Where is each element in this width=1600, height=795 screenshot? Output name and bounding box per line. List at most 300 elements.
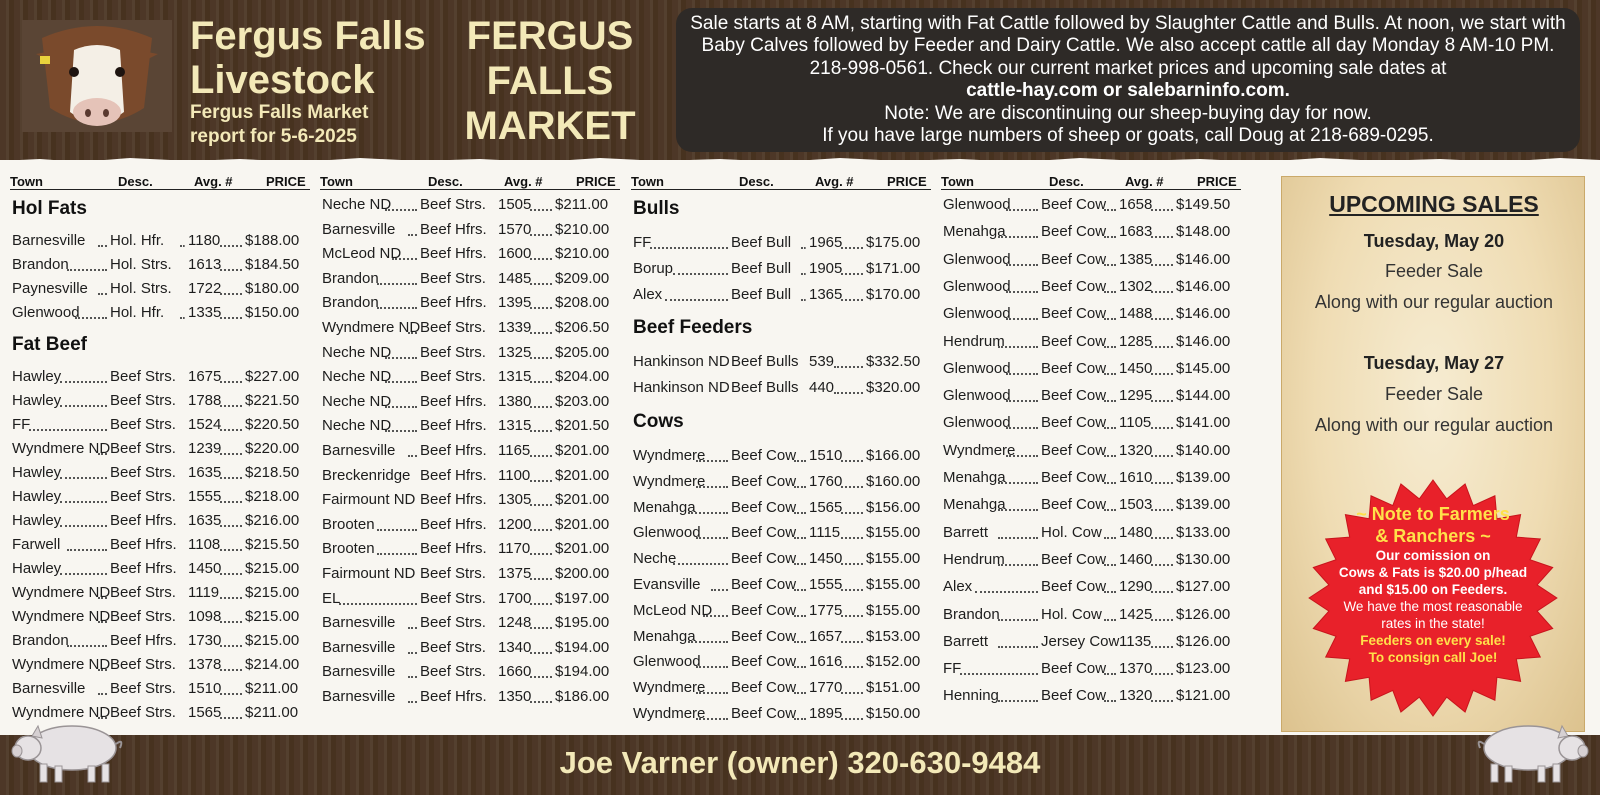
section-heading: Cows (633, 411, 684, 432)
cell-avg: 1395 (498, 294, 532, 312)
cell-avg: 1378 (188, 656, 222, 673)
report-subtitle-line2: report for 5-6-2025 (190, 126, 357, 147)
cell-desc: Beef Cow (731, 627, 797, 645)
cell-town: Alex (943, 578, 973, 596)
dot-leader (696, 692, 728, 694)
dot-leader (1151, 291, 1173, 293)
cell-desc: Beef Strs. (110, 584, 176, 601)
dot-leader (530, 603, 552, 605)
cell-avg: 1290 (1119, 578, 1153, 596)
cell-town: Wyndmere ND (12, 704, 111, 721)
cell-desc: Beef Strs. (420, 565, 486, 582)
cell-desc: Beef Strs. (110, 656, 176, 673)
header-town: Town (10, 174, 43, 189)
dot-leader (841, 589, 863, 591)
column-header (320, 172, 620, 190)
cell-desc: Beef Hfrs. (420, 540, 487, 558)
cell-desc: Beef Strs. (110, 680, 176, 697)
brand-title-line2: Livestock (190, 58, 375, 102)
dot-leader (794, 537, 806, 539)
dot-leader (530, 455, 552, 457)
price-column-2 (320, 172, 620, 705)
dot-leader (530, 332, 552, 334)
header-town: Town (320, 174, 353, 189)
cell-town: Wyndmere ND (12, 584, 111, 601)
column-header (631, 172, 931, 190)
dot-leader (1006, 264, 1038, 266)
cell-desc: Beef Cow (1041, 469, 1107, 486)
cell-town: Hawley (12, 392, 62, 409)
section-heading: Fat Beef (12, 334, 87, 355)
cell-desc: Beef Cow (731, 705, 797, 722)
cell-desc: Beef Hfrs. (420, 688, 487, 705)
cell-avg: 1450 (188, 560, 222, 577)
dot-leader (385, 357, 417, 359)
cell-avg: 1180 (188, 232, 221, 249)
dot-leader (408, 455, 417, 457)
header-desc: Desc. (118, 174, 153, 189)
sale-date: Tuesday, May 27 (1363, 353, 1505, 373)
price-row (941, 442, 1241, 464)
dot-leader (1151, 236, 1173, 238)
cell-desc: Beef Bull (731, 285, 792, 303)
pig-icon (10, 714, 130, 786)
price-row (10, 304, 310, 326)
cell-price: $146.00 (1176, 332, 1231, 350)
header-banner (0, 0, 1600, 160)
note-title: & Ranchers ~ (1375, 526, 1491, 546)
dot-leader (220, 453, 242, 455)
dot-leader (98, 453, 107, 455)
price-row (320, 270, 620, 292)
dot-leader (998, 346, 1038, 348)
dot-leader (385, 430, 417, 432)
cell-town: Hawley (12, 488, 62, 505)
cell-town: Neche ND (322, 417, 392, 435)
dot-leader (998, 482, 1038, 484)
cell-avg: 1380 (498, 392, 532, 410)
dot-leader (530, 529, 552, 531)
cell-avg: 1788 (188, 392, 222, 409)
cell-price: $188.00 (245, 232, 300, 249)
dot-leader (220, 525, 242, 527)
dot-leader (1151, 646, 1173, 648)
market-heading-line2: FALLS (486, 59, 614, 103)
cell-price: $195.00 (555, 614, 610, 632)
price-row (631, 602, 931, 624)
cell-price: $149.50 (1176, 196, 1231, 213)
cell-avg: 1965 (809, 234, 843, 251)
cell-price: $211.00 (555, 196, 609, 213)
cell-avg: 1450 (1119, 359, 1153, 377)
price-column-4 (941, 172, 1241, 705)
dot-leader (1006, 373, 1038, 375)
cell-desc: Beef Strs. (110, 392, 176, 409)
cell-price: $126.00 (1176, 605, 1231, 623)
cell-town: Alex (633, 285, 663, 303)
cell-desc: Beef Strs. (420, 269, 486, 287)
cell-desc: Beef Bulls (731, 353, 799, 371)
dot-leader (1006, 209, 1038, 211)
cell-town: McLeod ND (322, 245, 402, 263)
cell-desc: Beef Cow (1041, 305, 1107, 323)
price-row (10, 256, 310, 278)
cell-avg: 1105 (1119, 414, 1152, 432)
cell-town: Wyndmere (633, 679, 706, 697)
cell-price: $201.00 (555, 466, 610, 484)
cell-avg: 1315 (498, 368, 532, 386)
price-row (10, 392, 310, 414)
price-row (941, 496, 1241, 518)
cell-town: Glenwood (12, 304, 80, 321)
price-row (10, 656, 310, 678)
dot-leader (834, 366, 863, 368)
cell-desc: Beef Cow (1041, 578, 1107, 596)
cell-town: Wyndmere ND (12, 656, 111, 673)
price-row (631, 234, 931, 256)
upcoming-sales-title: UPCOMING SALES (1329, 191, 1539, 217)
dot-leader (998, 646, 1038, 648)
cell-avg: 1760 (809, 472, 843, 490)
footer-banner (0, 735, 1600, 795)
cell-town: McLeod ND (633, 601, 713, 619)
cell-avg: 1658 (1119, 196, 1153, 213)
sale-type: Feeder Sale (1384, 384, 1484, 404)
cell-price: $151.00 (866, 679, 921, 697)
cell-avg: 1555 (809, 576, 843, 593)
price-row (941, 524, 1241, 546)
dot-leader (530, 283, 552, 285)
cell-avg: 1335 (188, 304, 222, 321)
price-row (10, 608, 310, 630)
cell-desc: Beef Strs. (110, 464, 176, 481)
dot-leader (67, 645, 107, 647)
cell-avg: 1505 (498, 196, 532, 213)
cell-desc: Beef Cow (1041, 687, 1107, 705)
cell-price: $171.00 (866, 259, 921, 277)
dot-leader (1104, 236, 1116, 238)
cell-price: $153.00 (866, 627, 921, 645)
cell-price: $215.00 (245, 608, 300, 625)
cell-desc: Beef Cow (731, 679, 797, 697)
dot-leader (1104, 564, 1116, 566)
cell-avg: 1385 (1119, 250, 1153, 268)
cell-desc: Beef Strs. (420, 196, 486, 213)
sale-date: Tuesday, May 20 (1363, 231, 1505, 251)
cell-desc: Beef Cow (1041, 277, 1107, 295)
price-row (10, 280, 310, 302)
dot-leader (180, 317, 185, 319)
cell-desc: Beef Bulls (731, 379, 799, 397)
price-column-3 (631, 172, 931, 722)
cell-avg: 1510 (188, 680, 222, 697)
cell-avg: 1657 (809, 627, 843, 645)
price-row (941, 196, 1241, 218)
cell-desc: Beef Strs. (420, 368, 486, 386)
dot-leader (98, 293, 107, 295)
cell-desc: Beef Cow (731, 653, 797, 671)
header-town: Town (941, 174, 974, 189)
cell-avg: 1488 (1119, 305, 1153, 323)
cell-town: Farwell (12, 536, 61, 553)
dot-leader (530, 504, 552, 506)
cell-avg: 1460 (1119, 550, 1153, 568)
cell-town: Brandon (322, 269, 379, 287)
cell-town: Barnesville (322, 663, 396, 681)
dot-leader (794, 486, 806, 488)
dot-leader (1104, 673, 1116, 675)
price-row (320, 614, 620, 636)
price-row (631, 524, 931, 546)
dot-leader (1151, 591, 1173, 593)
cell-avg: 1700 (498, 589, 532, 607)
dot-leader (688, 512, 728, 514)
dot-leader (841, 692, 863, 694)
cell-price: $141.00 (1176, 414, 1231, 432)
price-row (320, 540, 620, 562)
price-row (10, 416, 310, 438)
header-desc: Desc. (739, 174, 774, 189)
report-subtitle-line1: Fergus Falls Market (190, 102, 369, 123)
dot-leader (98, 621, 107, 623)
price-row (631, 653, 931, 675)
dot-leader (841, 273, 863, 275)
dot-leader (98, 245, 107, 247)
cell-price: $197.00 (555, 589, 610, 607)
cell-desc: Beef Hfrs. (420, 491, 487, 509)
price-row (941, 251, 1241, 273)
dot-leader (98, 693, 107, 695)
dot-leader (377, 553, 417, 555)
farmers-note (1318, 503, 1548, 666)
cell-desc: Beef Strs. (420, 319, 486, 336)
cow-icon (22, 20, 172, 132)
dot-leader (688, 641, 728, 643)
cell-town: FF (12, 416, 31, 433)
dot-leader (1104, 455, 1116, 457)
notice-line: If you have large numbers of sheep or goats, call Doug at 218-689-0295. (822, 125, 1434, 147)
cell-price: $201.00 (555, 540, 610, 558)
cell-price: $218.00 (245, 488, 300, 505)
market-heading-line1: FERGUS (466, 14, 634, 58)
dot-leader (530, 209, 552, 211)
cell-town: Barnesville (322, 614, 396, 632)
cell-avg: 1524 (188, 416, 222, 433)
section-heading: Bulls (633, 198, 680, 219)
brand-title-line1: Fergus Falls (190, 14, 426, 58)
dot-leader (220, 429, 242, 431)
cell-avg: 1775 (809, 601, 843, 619)
cell-desc: Beef Strs. (110, 368, 176, 385)
dot-leader (1104, 209, 1116, 211)
cell-town: Menahga (943, 223, 1006, 241)
cell-town: Menahga (633, 498, 696, 516)
price-row (320, 639, 620, 661)
dot-leader (801, 273, 806, 275)
dot-leader (975, 591, 1038, 593)
price-row (320, 663, 620, 685)
dot-leader (998, 236, 1038, 238)
cell-town: Barrett (943, 523, 989, 541)
dot-leader (408, 234, 417, 236)
header-price: PRICE (1197, 174, 1237, 189)
cell-town: Hawley (12, 464, 62, 481)
cell-price: $201.00 (555, 515, 610, 533)
cell-price: $139.00 (1176, 469, 1231, 486)
price-row (631, 705, 931, 727)
cell-town: Brandon (322, 294, 379, 312)
dot-leader (60, 525, 107, 527)
dot-leader (696, 666, 728, 668)
dot-leader (696, 537, 728, 539)
cell-town: Hawley (12, 368, 62, 385)
price-row (631, 628, 931, 650)
dot-leader (530, 553, 552, 555)
cell-town: Brooten (322, 540, 375, 558)
cell-desc: Beef Cow (1041, 441, 1107, 459)
note-line: We have the most reasonable (1343, 599, 1523, 614)
cell-price: $215.00 (245, 584, 300, 601)
cell-price: $150.00 (245, 304, 300, 321)
dot-leader (1151, 373, 1173, 375)
cell-desc: Beef Hfrs. (110, 512, 177, 529)
dot-leader (220, 501, 242, 503)
cell-desc: Beef Cow (731, 550, 797, 568)
cell-town: Neche ND (322, 196, 392, 213)
cell-town: Neche ND (322, 343, 392, 361)
cell-avg: 1425 (1119, 605, 1153, 623)
dot-leader (530, 357, 552, 359)
cell-price: $133.00 (1176, 523, 1231, 541)
cell-desc: Beef Bull (731, 259, 792, 277)
price-row (10, 368, 310, 390)
header-price: PRICE (887, 174, 927, 189)
cell-avg: 1613 (188, 256, 222, 273)
dot-leader (1151, 346, 1173, 348)
cell-avg: 1635 (188, 512, 222, 529)
dot-leader (998, 537, 1038, 539)
cell-desc: Beef Hfrs. (110, 632, 177, 649)
cell-avg: 1730 (188, 632, 222, 649)
cell-desc: Beef Cow (1041, 387, 1107, 405)
price-row (941, 305, 1241, 327)
cell-avg: 1135 (1119, 632, 1152, 650)
cell-desc: Beef Cow (731, 447, 797, 464)
dot-leader (1151, 264, 1173, 266)
cell-desc: Beef Hfrs. (420, 245, 487, 263)
cell-town: Brooten (322, 515, 375, 533)
dot-leader (1006, 427, 1038, 429)
cell-price: $201.50 (555, 417, 610, 435)
price-row (941, 414, 1241, 436)
dot-leader (75, 317, 107, 319)
price-row (941, 387, 1241, 409)
cell-town: Menahga (633, 627, 696, 645)
cell-avg: 1315 (498, 417, 532, 435)
cell-price: $200.00 (555, 565, 610, 582)
dot-leader (530, 676, 552, 678)
cell-price: $194.00 (555, 663, 610, 681)
cell-avg: 1600 (498, 245, 532, 263)
price-row (10, 440, 310, 462)
price-row (941, 578, 1241, 600)
price-row (10, 232, 310, 254)
cell-town: Barnesville (322, 688, 396, 705)
price-row (320, 417, 620, 439)
dot-leader (665, 299, 728, 301)
dot-leader (530, 627, 552, 629)
cell-town: Henning (943, 687, 999, 705)
cell-avg: 1100 (498, 466, 531, 484)
dot-leader (385, 209, 417, 211)
cell-desc: Beef Cow (1041, 359, 1107, 377)
column-header (941, 172, 1241, 190)
cell-avg: 1320 (1119, 687, 1153, 705)
dot-leader (408, 332, 417, 334)
dot-leader (60, 381, 107, 383)
dot-leader (841, 512, 863, 514)
cell-desc: Beef Cow (1041, 250, 1107, 268)
dot-leader (220, 405, 242, 407)
cell-avg: 1200 (498, 515, 532, 533)
cell-desc: Jersey Cow (1041, 632, 1120, 650)
market-heading-line3: MARKET (464, 104, 636, 148)
cell-desc: Beef Hfrs. (110, 536, 177, 553)
cell-town: Wyndmere (943, 441, 1016, 459)
cell-town: Hawley (12, 512, 62, 529)
header-avg: Avg. # (815, 174, 854, 189)
cell-price: $221.50 (245, 392, 300, 409)
dot-leader (1104, 509, 1116, 511)
cell-desc: Beef Strs. (420, 343, 486, 361)
cell-town: Glenwood (943, 305, 1011, 323)
header-desc: Desc. (428, 174, 463, 189)
dot-leader (841, 486, 863, 488)
cell-desc: Beef Hfrs. (420, 466, 487, 484)
cell-desc: Beef Cow (731, 472, 797, 490)
cell-desc: Beef Strs. (110, 608, 176, 625)
cell-avg: 1295 (1119, 387, 1153, 405)
dot-leader (377, 283, 417, 285)
cell-avg: 1365 (809, 285, 843, 303)
cell-avg: 1339 (498, 319, 532, 336)
cell-desc: Beef Cow (1041, 496, 1107, 514)
dot-leader (841, 666, 863, 668)
note-line: rates in the state! (1381, 616, 1485, 631)
cell-price: $216.00 (245, 512, 300, 529)
note-line: Our comission on (1375, 548, 1491, 563)
price-row (320, 393, 620, 415)
price-row (941, 469, 1241, 491)
dot-leader (1104, 318, 1116, 320)
cell-desc: Beef Cow (731, 524, 797, 542)
cell-desc: Beef Cow (1041, 332, 1107, 350)
cell-avg: 539 (809, 353, 835, 371)
price-row (10, 464, 310, 486)
cell-town: Hankinson ND (633, 353, 730, 371)
price-row (320, 491, 620, 513)
dot-leader (530, 430, 552, 432)
market-heading (440, 14, 660, 149)
dot-leader (377, 307, 417, 309)
brand-title (190, 14, 430, 102)
dot-leader (673, 273, 728, 275)
note-title: ~ Note to Farmers (1356, 504, 1510, 524)
cell-town: Hendrum (943, 550, 1005, 568)
cell-avg: 1565 (809, 498, 843, 516)
price-row (631, 550, 931, 572)
cell-price: $155.00 (866, 524, 921, 542)
